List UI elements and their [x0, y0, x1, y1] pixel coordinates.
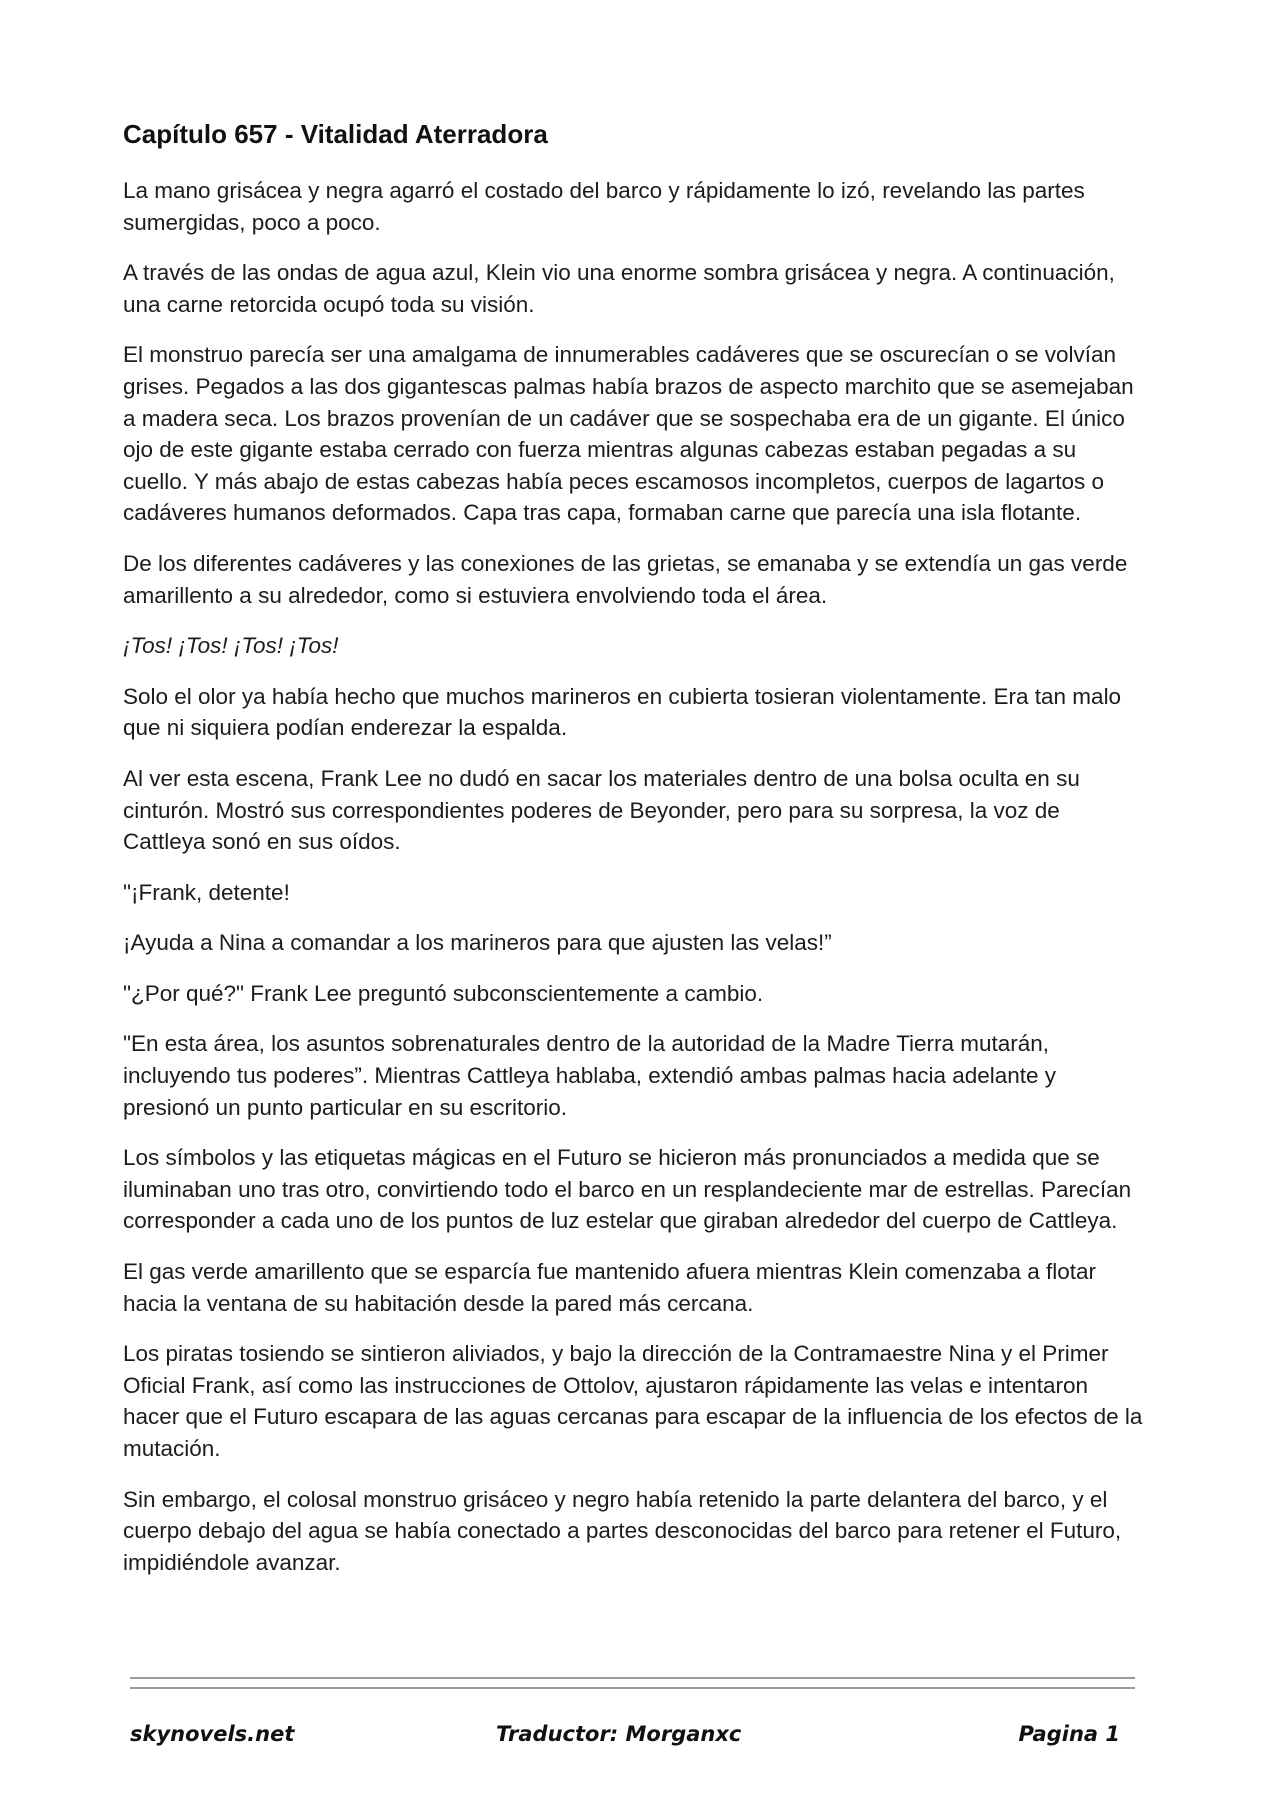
- paragraph: El gas verde amarillento que se esparcía fue mantenido afuera mientras Klein comenzaba a flotar hacia la ventana de su habitación desde la pared más cercana.: [123, 1259, 1097, 1316]
- paragraph: Los símbolos y las etiquetas mágicas en el Futuro se hicieron más pronunciados a medida que se iluminaban uno tras otro, convirtiendo todo el barco en un resplandeciente mar de estrellas. Parecían corresponder a cada uno de los puntos de luz estelar que giraban alrededor del cuerpo de Cattleya.: [123, 1145, 1132, 1234]
- paragraph: Los piratas tosiendo se sintieron aliviados, y bajo la dirección de la Contramaestre Nina y el Primer Oficial Frank, así como las instrucciones de Ottolov, ajustaron rápidamente las velas e intentaron hacer que el Futuro escapara de las aguas cercanas para escapar de la influencia de los efectos de la mutación.: [123, 1341, 1143, 1461]
- footer-divider: [130, 1677, 1135, 1697]
- paragraph: Al ver esta escena, Frank Lee no dudó en sacar los materiales dentro de una bolsa oculta en su cinturón. Mostró sus correspondientes poderes de Beyonder, pero para su sorpresa, la voz de Cattleya sonó en sus oídos.: [123, 765, 1080, 855]
- footer-rule-top: [130, 1677, 1135, 1679]
- footer-site: skynovels.net: [130, 1722, 295, 1746]
- chapter-content: [123, 118, 1143, 1597]
- paragraph: Solo el olor ya había hecho que muchos marineros en cubierta tosieran violentamente. Era tan malo que ni siquiera podían enderezar la espalda.: [123, 683, 1122, 741]
- paragraph: De los diferentes cadáveres y las conexiones de las grietas, se emanaba y se extendía un gas verde amarillento a su alrededor, como si estuviera envolviendo toda el área.: [123, 550, 1128, 608]
- paragraph: A través de las ondas de agua azul, Klein vio una enorme sombra grisácea y negra. A continuación, una carne retorcida ocupó toda su visión.: [123, 260, 1115, 317]
- paragraph: La mano grisácea y negra agarró el costado del barco y rápidamente lo izó, revelando las partes sumergidas, poco a poco.: [123, 178, 1085, 235]
- chapter-title: Capítulo 657 - Vitalidad Aterradora: [123, 119, 548, 149]
- paragraph: ¡Ayuda a Nina a comandar a los marineros para que ajusten las velas!”: [123, 930, 832, 956]
- paragraph: "¿Por qué?" Frank Lee preguntó subconscientemente a cambio.: [123, 980, 764, 1006]
- paragraph-italic-sound: ¡Tos! ¡Tos! ¡Tos! ¡Tos!: [123, 633, 339, 659]
- footer-rule-bottom: [130, 1687, 1135, 1689]
- footer-page-number: Pagina 1: [1018, 1722, 1120, 1746]
- paragraph: "En esta área, los asuntos sobrenaturales dentro de la autoridad de la Madre Tierra mutarán, incluyendo tus poderes”. Mientras Cattleya hablaba, extendió ambas palmas hacia adelante y presionó un punto particular en su escritorio.: [123, 1031, 1057, 1120]
- footer-translator: Traductor: Morganxc: [496, 1722, 742, 1746]
- page-footer: [130, 1722, 1135, 1756]
- paragraph: El monstruo parecía ser una amalgama de innumerables cadáveres que se oscurecían o se volvían grises. Pegados a las dos gigantescas palmas había brazos de aspecto marchito que se asemejaban a madera seca. Los brazos provenían de un cadáver que se sospechaba era de un gigante. El único ojo de este gigante estaba cerrado con fuerza mientras algunas cabezas estaban pegadas a su cuello. Y más abajo de estas cabezas había peces escamosos incompletos, cuerpos de lagartos o cadáveres humanos deformados. Capa tras capa, formaban carne que parecía una isla flotante.: [123, 342, 1134, 526]
- paragraph: Sin embargo, el colosal monstruo grisáceo y negro había retenido la parte delantera del barco, y el cuerpo debajo del agua se había conectado a partes desconocidas del barco para retener el Futuro, impidiéndole avanzar.: [123, 1486, 1122, 1575]
- paragraph: "¡Frank, detente!: [123, 879, 290, 905]
